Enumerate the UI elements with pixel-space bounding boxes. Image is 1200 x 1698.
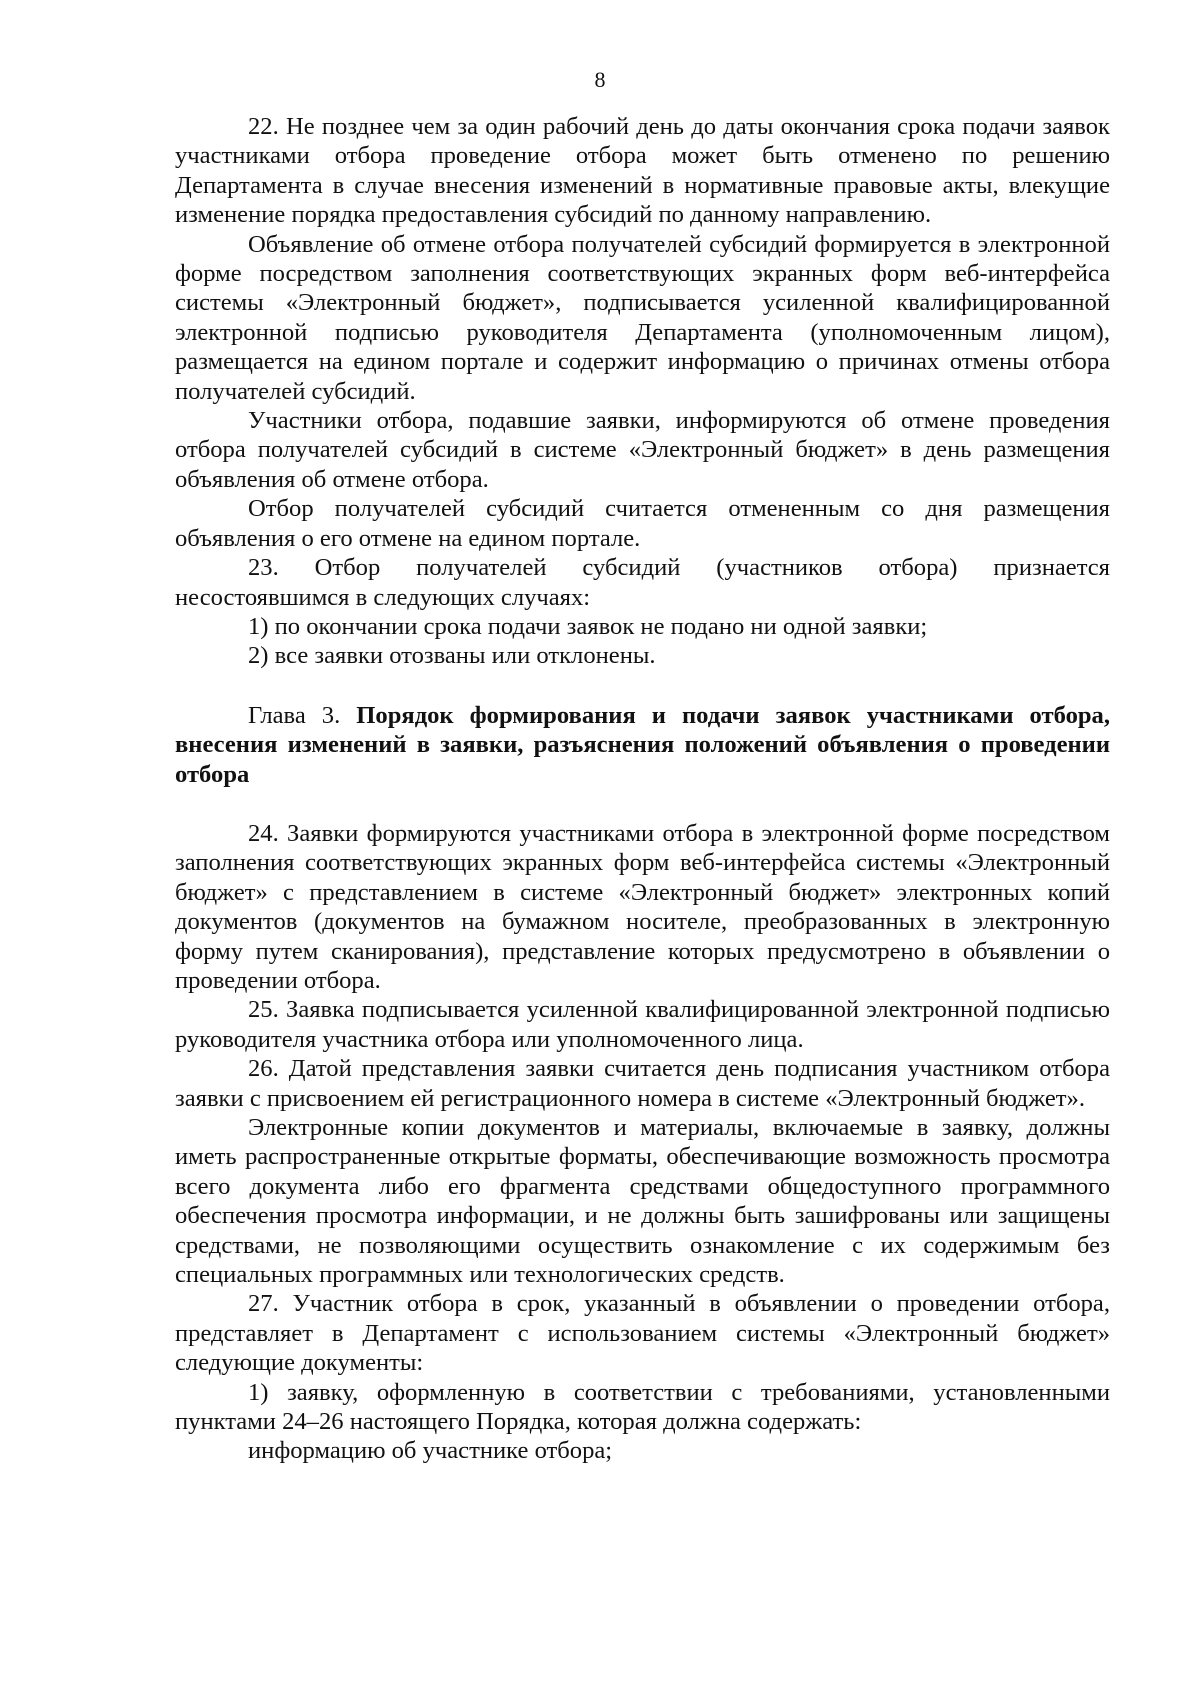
paragraph-27-item-1: 1) заявку, оформленную в соответствии с требованиями, установленными пунктами 24–26 настоящего Порядка, которая должна содержать:: [175, 1378, 1110, 1436]
paragraph-25: 25. Заявка подписывается усиленной квалифицированной электронной подписью руководителя участника отбора или уполномоченного лица.: [175, 996, 1110, 1053]
paragraph-24: 24. Заявки формируются участниками отбора в электронной форме посредством заполнения соответствующих экранных форм веб-интерфейса системы «Электронный бюджет» с представлением в системе «Электронный бюджет» электронных копий документов (документов на бумажном носителе, преобразованных в электронную форму путем сканирования), представление которых предусмотрено в объявлении о проведении отбора.: [175, 819, 1110, 994]
document-body: [175, 112, 1110, 1466]
paragraph-27-item-1-info: информацию об участнике отбора;: [248, 1437, 613, 1465]
paragraph-26: 26. Датой представления заявки считается день подписания участником отбора заявки с присвоением ей регистрационного номера в системе «Электронный бюджет».: [175, 1055, 1110, 1112]
paragraph-23-item-1: 1) по окончании срока подачи заявок не подано ни одной заявки;: [248, 612, 928, 640]
paragraph-22: 22. Не позднее чем за один рабочий день до даты окончания срока подачи заявок участниками отбора проведение отбора может быть отменено по решению Департамента в случае внесения изменений в нормативные правовые акты, влекущие изменение порядка предоставления субсидий по данному направлению.: [175, 113, 1110, 229]
paragraph-cancellation-notice: Объявление об отмене отбора получателей субсидий формируется в электронной форме посредством заполнения соответствующих экранных форм веб-интерфейса системы «Электронный бюджет», подписывается усиленной квалифицированной электронной подписью руководителя Департамента (уполномоченным лицом), размещается на едином портале и содержит информацию о причинах отмены отбора получателей субсидий.: [175, 230, 1110, 405]
chapter-title: Порядок формирования и подачи заявок участниками отбора, внесения изменений в заявки, разъяснения положений объявления о проведении отбора: [175, 701, 1110, 788]
chapter-prefix: Глава 3.: [248, 701, 357, 729]
paragraph-23-item-2: 2) все заявки отозваны или отклонены.: [248, 642, 656, 670]
paragraph-23: 23. Отбор получателей субсидий (участников отбора) признается несостоявшимся в следующих случаях:: [175, 554, 1110, 611]
paragraph-selection-cancelled: Отбор получателей субсидий считается отмененным со дня размещения объявления о его отмене на едином портале.: [175, 495, 1110, 552]
page-number: 8: [594, 67, 606, 92]
chapter-heading: [175, 701, 1110, 789]
paragraph-electronic-copies: Электронные копии документов и материалы, включаемые в заявку, должны иметь распространенные открытые форматы, обеспечивающие возможность просмотра всего документа либо его фрагмента средствами общедоступного программного обеспечения просмотра информации, и не должны быть зашифрованы или защищены средствами, не позволяющими осуществить ознакомление с их содержимым без специальных программных или технологических средств.: [175, 1114, 1110, 1289]
paragraph-27: 27. Участник отбора в срок, указанный в объявлении о проведении отбора, представляет в Департамент с использованием системы «Электронный бюджет» следующие документы:: [175, 1290, 1110, 1377]
paragraph-participants-informed: Участники отбора, подавшие заявки, информируются об отмене проведения отбора получателей субсидий в системе «Электронный бюджет» в день размещения объявления об отмене отбора.: [175, 407, 1110, 493]
